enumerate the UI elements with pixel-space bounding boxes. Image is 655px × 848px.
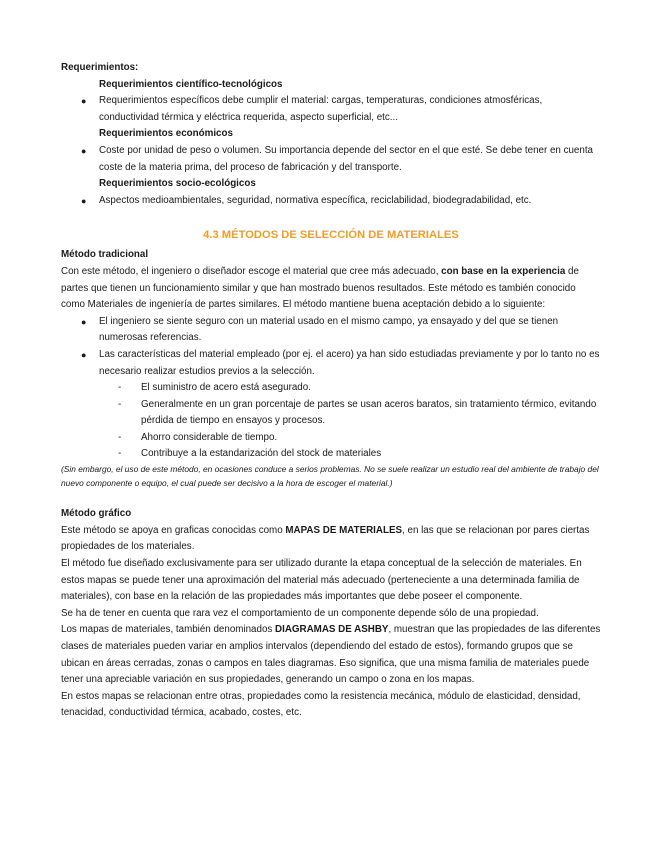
socio-ecological-requirements-title: Requerimientos socio-ecológicos xyxy=(99,178,256,190)
section-title: 4.3 MÉTODOS DE SELECCIÓN DE MATERIALES xyxy=(203,229,459,242)
economic-requirements-title: Requerimientos económicos xyxy=(99,128,233,140)
graphic-method-title: Método gráfico xyxy=(61,508,132,520)
bullet-icon: ● xyxy=(81,145,87,156)
document-page xyxy=(61,60,601,722)
bullet-text: Aspectos medioambientales, seguridad, normativa específica, reciclabilidad, biodegradabilidad, etc. xyxy=(99,194,532,206)
dash-text: Contribuye a la estandarización del stock de materiales xyxy=(141,448,382,460)
list-item xyxy=(61,93,601,126)
graphic-paragraph-1 xyxy=(61,523,601,556)
intro-text: Con este método, el ingeniero o diseñador escoge el material que cree más adecuado, xyxy=(61,265,442,277)
graphic-paragraph-2: El método fue diseñado exclusivamente para ser utilizado durante la etapa conceptual de la selección de materiales. En estos mapas se puede tener una aproximación del material más adecuado (perteneciente a una determinada familia de materiales), con base en la relación de las propiedades más importantes que debe poseer el componente. xyxy=(61,558,582,603)
traditional-method-title: Método tradicional xyxy=(61,249,149,261)
bullet-text: Las características del material empleado (por ej. el acero) ya han sido estudiadas previamente y por lo tanto no es necesario realizar estudios previos a la selección. xyxy=(99,348,600,377)
dash-icon: - xyxy=(118,448,122,460)
dash-icon: - xyxy=(118,398,122,410)
traditional-intro xyxy=(61,264,601,314)
spacer xyxy=(61,490,601,506)
dash-item xyxy=(61,397,601,430)
bullet-text: Coste por unidad de peso o volumen. Su importancia depende del sector en el que esté. Se debe tener en cuenta coste de la materia prima, del proceso de fabricación y del transporte. xyxy=(99,144,593,173)
dash-text: Generalmente en un gran porcentaje de partes se usan aceros baratos, sin tratamiento térmico, evitando pérdida de tiempo en ensayos y procesos. xyxy=(141,398,597,427)
intro-text-cont: de partes que tienen un funcionamiento similar y que han mostrado buenos resultados. Este método es también conocido como Materiales de ingeniería de partes similares. El método mantiene buena aceptación debido a lo siguiente: xyxy=(61,265,579,311)
paragraph-bold-text: DIAGRAMAS DE ASHBY xyxy=(275,624,389,636)
bullet-icon: ● xyxy=(81,96,87,107)
list-item xyxy=(61,347,601,380)
dash-text: Ahorro considerable de tiempo. xyxy=(141,431,278,443)
paragraph-text-cont: , en las que se relacionan por pares ciertas propiedades de los materiales. xyxy=(61,524,590,553)
dash-item xyxy=(61,380,601,397)
requirements-heading: Requerimientos: xyxy=(61,62,139,73)
paragraph-text-cont: , muestran que las propiedades de las diferentes clases de materiales pueden variar en amplios intervalos (dependiendo del estado de estos), formando grupos que se ubican en áreas cerradas, zonas o campos en tales diagramas. Eso significa, que una misma familia de materiales puede tener una apreciable variación en sus propiedades, generando un campo o zona en los mapas. xyxy=(61,624,601,686)
intro-bold-text: con base en la experiencia xyxy=(441,265,566,277)
graphic-paragraph-3: Se ha de tener en cuenta que rara vez el comportamiento de un componente depende sólo de una propiedad. xyxy=(61,607,539,619)
paragraph-text: Los mapas de materiales, también denominados xyxy=(61,624,276,636)
dash-text: El suministro de acero está asegurado. xyxy=(141,382,311,394)
list-item xyxy=(61,143,601,176)
scientific-requirements-title: Requerimientos científico-tecnológicos xyxy=(99,78,283,90)
list-item xyxy=(61,193,601,210)
dash-item xyxy=(61,430,601,447)
paragraph-bold-text: MAPAS DE MATERIALES xyxy=(285,524,403,536)
list-item xyxy=(61,314,601,347)
graphic-paragraph-5: En estos mapas se relacionan entre otras, propiedades como la resistencia mecánica, módulo de elasticidad, densidad, tenacidad, conductividad térmica, acabado, costes, etc. xyxy=(61,690,581,719)
paragraph-text: Este método se apoya en graficas conocidas como xyxy=(61,524,286,536)
bullet-text: El ingeniero se siente seguro con un material usado en el mismo campo, ya ensayado y del que se tienen numerosas referencias. xyxy=(99,315,559,344)
graphic-paragraph-4 xyxy=(61,622,601,688)
bullet-icon: ● xyxy=(81,316,87,327)
bullet-icon: ● xyxy=(81,195,87,206)
dash-icon: - xyxy=(118,382,122,394)
bullet-text: Requerimientos específicos debe cumplir el material: cargas, temperaturas, condiciones atmosféricas, conductividad térmica y eléctrica requerida, aspecto superficial, etc... xyxy=(99,95,543,123)
bullet-icon: ● xyxy=(81,349,87,360)
dash-item xyxy=(61,446,601,463)
dash-icon: - xyxy=(118,431,122,443)
traditional-note: (Sin embargo, el uso de este método, en ocasiones conduce a serios problemas. No se suele realizar un estudio real del ambiente de trabajo del nuevo componente o equipo, el cual puede ser decisivo a la hora de escoger el material.) xyxy=(61,464,599,488)
